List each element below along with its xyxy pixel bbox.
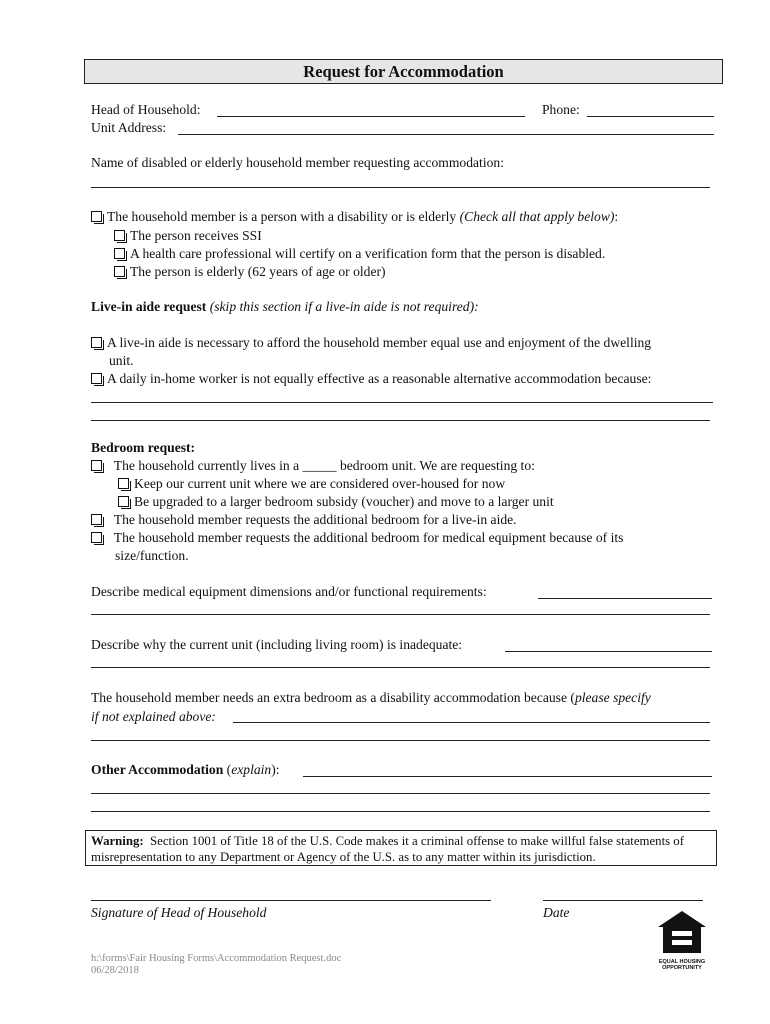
warning-box: Warning: Section 1001 of Title 18 of the U.S. Code makes it a criminal offense to make willful false statements of misrepresentation to any Department or Agency of the U.S. as to any matter within its jurisdiction. bbox=[85, 830, 717, 866]
certify-checkbox[interactable] bbox=[114, 248, 125, 259]
signature-field[interactable] bbox=[91, 900, 491, 901]
elderly-checkbox[interactable] bbox=[114, 266, 125, 277]
live-in-option-2: A daily in-home worker is not equally effective as a reasonable alternative accommodation because: bbox=[91, 371, 651, 387]
bedroom-current-checkbox[interactable] bbox=[91, 460, 102, 471]
bedroom-current: The household currently lives in a _____ bedroom unit. We are requesting to: bbox=[91, 458, 535, 474]
disability-item-ssi: The person receives SSI bbox=[114, 228, 262, 244]
other-accommodation-field-3[interactable] bbox=[91, 811, 710, 812]
footer-date: 06/28/2018 bbox=[91, 965, 139, 976]
date-field[interactable] bbox=[543, 900, 703, 901]
unit-inadequate-label: Describe why the current unit (including living room) is inadequate: bbox=[91, 637, 463, 652]
disability-checkbox[interactable] bbox=[91, 211, 102, 222]
bedroom-equipment-checkbox[interactable] bbox=[91, 532, 102, 543]
member-name-field[interactable] bbox=[91, 187, 710, 188]
live-in-reason-line-1[interactable] bbox=[91, 402, 713, 403]
live-in-heading: Live-in aide request (skip this section if a live-in aide is not required): bbox=[91, 299, 479, 314]
phone-field[interactable] bbox=[587, 116, 714, 117]
bedroom-live-in: The household member requests the additional bedroom for a live-in aide. bbox=[91, 512, 517, 528]
extra-bedroom-hint: if not explained above: bbox=[91, 709, 216, 724]
other-accommodation-field[interactable] bbox=[303, 776, 712, 777]
bedroom-equipment-cont: size/function. bbox=[115, 548, 189, 563]
equipment-field-2[interactable] bbox=[91, 614, 710, 615]
in-home-worker-checkbox[interactable] bbox=[91, 373, 102, 384]
bedroom-equipment: The household member requests the additional bedroom for medical equipment because of its bbox=[91, 530, 623, 546]
unit-inadequate-field-2[interactable] bbox=[91, 667, 710, 668]
bedroom-live-in-checkbox[interactable] bbox=[91, 514, 102, 525]
footer bbox=[91, 953, 341, 977]
member-name-label: Name of disabled or elderly household member requesting accommodation: bbox=[91, 155, 504, 170]
equipment-field[interactable] bbox=[538, 598, 712, 599]
keep-unit-checkbox[interactable] bbox=[118, 478, 129, 489]
form-title: Request for Accommodation bbox=[84, 59, 723, 84]
unit-address-field[interactable] bbox=[178, 134, 714, 135]
head-of-household-label: Head of Household: bbox=[91, 102, 201, 117]
phone-label: Phone: bbox=[542, 102, 580, 117]
equal-housing-icon bbox=[656, 909, 708, 955]
extra-bedroom-field[interactable] bbox=[233, 722, 710, 723]
footer-path: h:\forms\Fair Housing Forms\Accommodation Request.doc bbox=[91, 953, 342, 964]
bedroom-count-field[interactable]: _____ bbox=[302, 458, 337, 473]
ssi-checkbox[interactable] bbox=[114, 230, 125, 241]
live-in-option-1: A live-in aide is necessary to afford the household member equal use and enjoyment of the dwelling bbox=[91, 335, 651, 351]
date-label: Date bbox=[543, 905, 570, 920]
equal-housing-logo bbox=[656, 909, 708, 971]
unit-inadequate-field[interactable] bbox=[505, 651, 712, 652]
equal-housing-text: EQUAL HOUSING OPPORTUNITY bbox=[658, 959, 706, 971]
other-accommodation-label: Other Accommodation (explain): bbox=[91, 762, 280, 777]
live-in-necessary-checkbox[interactable] bbox=[91, 337, 102, 348]
extra-bedroom-text: The household member needs an extra bedroom as a disability accommodation because (please specify bbox=[91, 690, 651, 705]
disability-item-certify: A health care professional will certify on a verification form that the person is disabled. bbox=[114, 246, 605, 262]
bedroom-heading: Bedroom request: bbox=[91, 440, 196, 455]
upgrade-unit-checkbox[interactable] bbox=[118, 496, 129, 507]
disability-item-elderly: The person is elderly (62 years of age or older) bbox=[114, 264, 386, 280]
live-in-option-1-cont: unit. bbox=[109, 353, 134, 368]
extra-bedroom-field-2[interactable] bbox=[91, 740, 710, 741]
unit-address-label: Unit Address: bbox=[91, 120, 167, 135]
bedroom-sub-upgrade: Be upgraded to a larger bedroom subsidy (voucher) and move to a larger unit bbox=[118, 494, 554, 510]
bedroom-sub-keep: Keep our current unit where we are considered over-housed for now bbox=[118, 476, 505, 492]
equipment-label: Describe medical equipment dimensions and/or functional requirements: bbox=[91, 584, 487, 599]
live-in-reason-line-2[interactable] bbox=[91, 420, 710, 421]
other-accommodation-field-2[interactable] bbox=[91, 793, 710, 794]
disability-main: The household member is a person with a disability or is elderly (Check all that apply below): bbox=[91, 209, 618, 225]
signature-label: Signature of Head of Household bbox=[91, 905, 267, 920]
head-of-household-field[interactable] bbox=[217, 116, 525, 117]
